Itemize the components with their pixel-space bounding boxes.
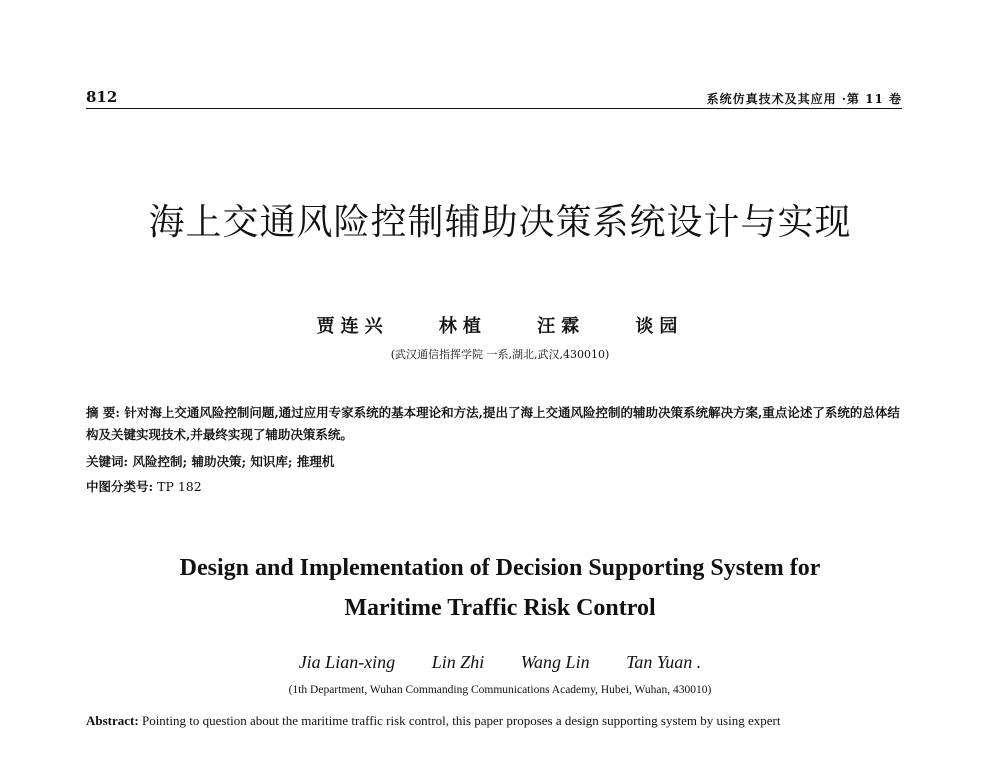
author-en-2: Lin Zhi: [431, 652, 485, 672]
abstract-en-label: Abstract:: [86, 713, 139, 728]
author-zh-4: 谈园: [635, 316, 684, 337]
chinese-affiliation: (武汉通信指挥学院 一系,湖北,武汉,430010): [390, 348, 610, 361]
author-zh-3: 汪霖: [537, 316, 586, 337]
journal-name: 系统仿真技术及其应用 ·第 11 卷: [706, 92, 902, 106]
author-en-4: Tan Yuan .: [626, 652, 702, 672]
chinese-authors: [0, 312, 1000, 338]
page-number: 812: [86, 88, 118, 106]
author-en-3: Wang Lin: [520, 652, 590, 672]
english-authors: [0, 652, 1000, 673]
keywords-label: 关键词:: [86, 454, 129, 469]
abstract-en-text: Pointing to question about the maritime traffic risk control, this paper proposes a design supporting system by using expert: [141, 713, 781, 728]
author-en-1: Jia Lian-xing: [298, 652, 396, 672]
english-title-line-2: Maritime Traffic Risk Control: [344, 595, 656, 621]
running-header: [86, 88, 902, 110]
chinese-title: 海上交通风险控制辅助决策系统设计与实现: [148, 202, 852, 243]
english-title: [0, 548, 1000, 628]
english-affiliation: (1th Department, Wuhan Commanding Communications Academy, Hubei, Wuhan, 430010): [288, 684, 712, 696]
keywords-text: 风险控制; 辅助决策; 知识库; 推理机: [132, 454, 335, 469]
header-rule: [86, 108, 902, 109]
classification-number: [86, 477, 202, 495]
author-zh-2: 林植: [438, 316, 487, 337]
author-zh-1: 贾连兴: [316, 316, 389, 337]
abstract-zh-text: 针对海上交通风险控制问题,通过应用专家系统的基本理论和方法,提出了海上交通风险控制的辅助决策系统解决方案,重点论述了系统的总体结构及关键实现技术,并最终实现了辅助决策系统。: [86, 405, 900, 442]
chinese-keywords: [86, 452, 334, 470]
classification-label: 中图分类号:: [86, 479, 154, 494]
english-title-line-1: Design and Implementation of Decision Supporting System for: [179, 555, 821, 581]
english-abstract: [86, 713, 916, 729]
chinese-abstract: [86, 402, 906, 446]
classification-text: TP 182: [157, 479, 202, 494]
abstract-zh-label: 摘 要:: [86, 405, 120, 420]
